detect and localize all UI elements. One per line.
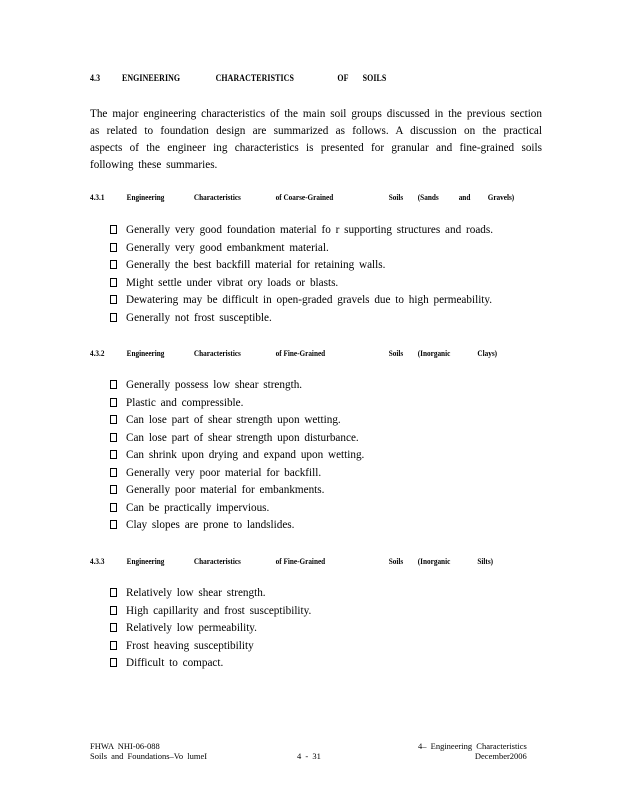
heading-word: Clays) bbox=[477, 348, 498, 358]
bullet-box-icon bbox=[110, 588, 117, 597]
list-item bbox=[110, 517, 364, 535]
heading-word: Engineering bbox=[126, 556, 165, 566]
heading-word: Gravels) bbox=[487, 192, 515, 202]
bullet-list-clays bbox=[110, 377, 364, 535]
list-item bbox=[110, 638, 311, 656]
intro-paragraph: The major engineering characteristics of the main soil groups discussed in the previous section as related to foundation design are summarized as follows. A discussion on the practical aspects of the engineer ing characteristics is presented for granular and fine-grained soils following these summaries. bbox=[90, 108, 542, 171]
footer-date: December2006 bbox=[474, 751, 527, 761]
heading-word: Soils bbox=[388, 556, 404, 566]
subsection-number: 4.3.1 bbox=[90, 192, 105, 202]
bullet-box-icon bbox=[110, 641, 117, 650]
list-item bbox=[110, 430, 364, 448]
subsection-heading-silts bbox=[90, 556, 494, 566]
list-item-text: Generally very good foundation material fo r supporting structures and roads. bbox=[126, 224, 494, 236]
list-item-text: Clay slopes are prone to landslides. bbox=[126, 519, 295, 531]
heading-word: Engineering bbox=[126, 348, 165, 358]
list-item bbox=[110, 377, 364, 395]
list-item-text: Generally very good embankment material. bbox=[126, 241, 329, 254]
list-item bbox=[110, 222, 493, 240]
bullet-list-coarse bbox=[110, 222, 493, 327]
bullet-box-icon bbox=[110, 503, 117, 512]
list-item bbox=[110, 620, 311, 638]
bullet-box-icon bbox=[110, 380, 117, 389]
list-item bbox=[110, 292, 493, 310]
list-item bbox=[110, 447, 364, 465]
heading-word: of Fine-Grained bbox=[275, 556, 326, 566]
heading-word: Characteristics bbox=[193, 348, 241, 358]
bullet-box-icon bbox=[110, 313, 117, 322]
list-item bbox=[110, 257, 493, 275]
bullet-box-icon bbox=[110, 278, 117, 287]
bullet-box-icon bbox=[110, 415, 117, 424]
subsection-number: 4.3.3 bbox=[90, 556, 105, 566]
section-title-word3: OF SOILS bbox=[337, 73, 387, 83]
heading-word: Engineering bbox=[126, 192, 165, 202]
section-title-word2: CHARACTERISTICS bbox=[215, 73, 294, 83]
list-item-text: Can lose part of shear strength upon disturbance. bbox=[126, 431, 359, 444]
list-item bbox=[110, 500, 364, 518]
bullet-box-icon bbox=[110, 398, 117, 407]
heading-word: (Inorganic bbox=[417, 556, 451, 566]
list-item-text: Difficult to compact. bbox=[126, 657, 224, 669]
heading-word: of Coarse-Grained bbox=[275, 192, 334, 202]
section-title-word1: ENGINEERING bbox=[121, 73, 181, 83]
list-item bbox=[110, 603, 311, 621]
bullet-box-icon bbox=[110, 468, 117, 477]
list-item-text: Might settle under vibrat ory loads or blasts. bbox=[126, 276, 339, 289]
list-item-text: Generally poor material for embankments. bbox=[126, 484, 325, 496]
bullet-box-icon bbox=[110, 623, 117, 632]
bullet-box-icon bbox=[110, 520, 117, 529]
list-item-text: Can shrink upon drying and expand upon wetting. bbox=[126, 449, 365, 461]
list-item bbox=[110, 240, 493, 258]
list-item-text: Generally not frost susceptible. bbox=[126, 311, 272, 324]
list-item bbox=[110, 655, 311, 673]
list-item-text: Generally possess low shear strength. bbox=[126, 379, 303, 391]
footer-chapter: 4– Engineering Characteristics bbox=[418, 741, 527, 751]
bullet-box-icon bbox=[110, 658, 117, 667]
list-item-text: Frost heaving susceptibility bbox=[126, 639, 254, 652]
bullet-box-icon bbox=[110, 485, 117, 494]
heading-word: Soils bbox=[388, 192, 404, 202]
heading-word: Silts) bbox=[477, 556, 494, 566]
heading-word: and bbox=[458, 192, 471, 202]
list-item-text: Can lose part of shear strength upon wetting. bbox=[126, 414, 341, 426]
bullet-list-silts bbox=[110, 585, 311, 673]
footer-doc-number: FHWA NHI-06-088 bbox=[90, 741, 160, 751]
heading-word: of Fine-Grained bbox=[275, 348, 326, 358]
heading-word: Characteristics bbox=[193, 192, 241, 202]
bullet-box-icon bbox=[110, 295, 117, 304]
list-item-text: Generally very poor material for backfill. bbox=[126, 466, 322, 479]
list-item-text: Relatively low shear strength. bbox=[126, 587, 266, 599]
section-heading bbox=[90, 73, 387, 83]
heading-word: Soils bbox=[388, 348, 404, 358]
list-item bbox=[110, 465, 364, 483]
list-item-text: Dewatering may be difficult in open-graded gravels due to high permeability. bbox=[126, 294, 493, 306]
list-item bbox=[110, 275, 493, 293]
heading-word: (Sands bbox=[417, 192, 439, 202]
bullet-box-icon bbox=[110, 433, 117, 442]
list-item bbox=[110, 412, 364, 430]
list-item bbox=[110, 585, 311, 603]
list-item bbox=[110, 310, 493, 328]
bullet-box-icon bbox=[110, 606, 117, 615]
bullet-box-icon bbox=[110, 243, 117, 252]
list-item-text: Plastic and compressible. bbox=[126, 396, 244, 409]
subsection-heading-coarse bbox=[90, 192, 515, 202]
list-item-text: Relatively low permeability. bbox=[126, 622, 257, 634]
list-item-text: Generally the best backfill material for retaining walls. bbox=[126, 259, 386, 271]
list-item bbox=[110, 395, 364, 413]
list-item-text: Can be practically impervious. bbox=[126, 501, 270, 514]
subsection-heading-clays bbox=[90, 348, 498, 358]
bullet-box-icon bbox=[110, 450, 117, 459]
list-item bbox=[110, 482, 364, 500]
footer-page-number: 4 - 31 bbox=[297, 751, 321, 761]
footer-volume: Soils and Foundations–Vo lumeI bbox=[90, 751, 208, 761]
bullet-box-icon bbox=[110, 260, 117, 269]
list-item-text: High capillarity and frost susceptibility. bbox=[126, 604, 312, 617]
footer-right bbox=[418, 741, 527, 761]
heading-word: Characteristics bbox=[193, 556, 241, 566]
bullet-box-icon bbox=[110, 225, 117, 234]
footer-left bbox=[90, 741, 207, 761]
section-number: 4.3 bbox=[90, 73, 101, 83]
heading-word: (Inorganic bbox=[417, 348, 451, 358]
subsection-number: 4.3.2 bbox=[90, 348, 105, 358]
